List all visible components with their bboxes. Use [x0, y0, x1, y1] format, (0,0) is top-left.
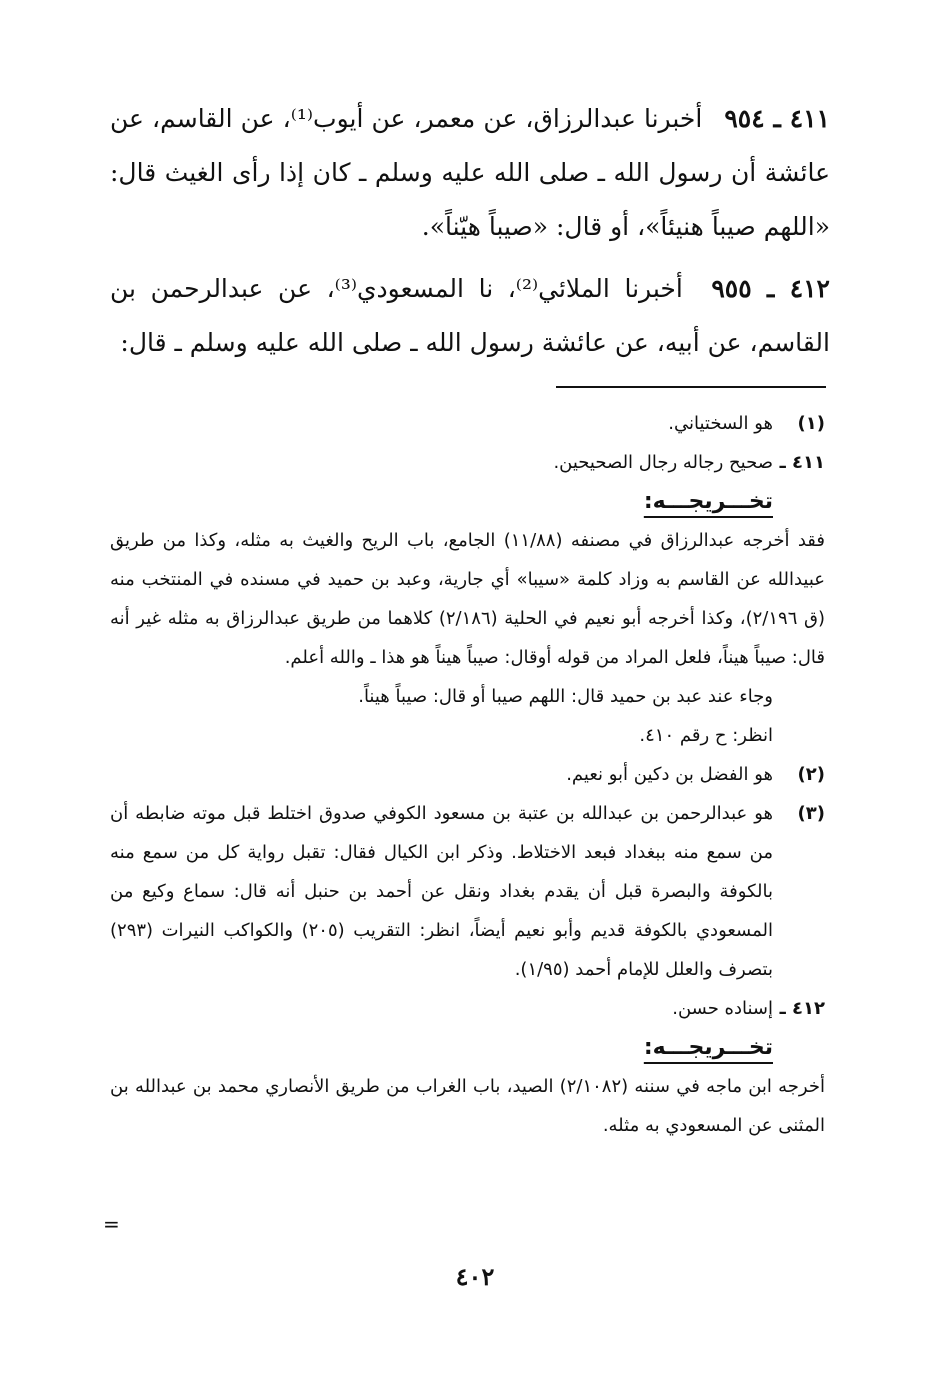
hadith-412	[110, 262, 830, 370]
footnote-separator	[556, 386, 826, 388]
takhrij-text: وجاء عند عبد بن حميد قال: اللهم صيبا أو قال: صيباً هيناً.	[358, 686, 773, 707]
grading-label: ٤١٢ ـ	[779, 998, 825, 1019]
hadith-text: أخبرنا عبدالرزاق، عن معمر، عن أيوب⁽¹⁾، عن القاسم، عن عائشة أن رسول الله ـ صلى الله عليه وسلم ـ كان إذا رأى الغيث قال: «اللهم صيباً هنيئاً»، أو قال: «صيباً هيّناً».	[110, 104, 830, 241]
footnote-3	[110, 794, 825, 989]
footnotes	[110, 404, 825, 1145]
footnote-text: هو عبدالرحمن بن عبدالله بن عتبة بن مسعود الكوفي صدوق اختلط قبل موته ضابطه أن من سمع منه ببغداد فبعد الاختلاط. وذكر ابن الكيال فقال: تقبل رواية كل من سمع منه بالكوفة والبصرة قبل أن يقدم بغداد ونقل عن أحمد بن حنبل أنه قال: سماع وكيع من المسعودي بالكوفة قديم وأبو نعيم أيضاً، انظر: التقريب (٢٠٥) والكواكب النيرات (٢٩٣) بتصرف والعلل للإمام أحمد (١/٩٥).	[110, 803, 773, 980]
takhrij-heading: تخـــريجـــه:	[643, 1035, 773, 1060]
takhrij-heading: تخـــريجـــه:	[643, 489, 773, 514]
footnote-label: (٢)	[797, 764, 825, 785]
hadith-number: ٤١٢ ـ ٩٥٥	[711, 274, 830, 303]
hadith-number: ٤١١ ـ ٩٥٤	[724, 104, 830, 133]
cross-reference: انظر: ح رقم ٤١٠.	[639, 725, 773, 746]
footnote-text: هو السختياني.	[668, 413, 773, 434]
footnote-label: (١)	[797, 413, 825, 434]
hadith-411	[110, 92, 830, 254]
takhrij-text: أخرجه ابن ماجه في سننه (٢/١٠٨٢) الصيد، باب الغراب من طريق الأنصاري محمد بن عبدالله بن المثنى عن المسعودي به مثله.	[110, 1076, 825, 1136]
hadith-text: أخبرنا الملائي⁽²⁾، نا المسعودي⁽³⁾، عن عبدالرحمن بن القاسم، عن أبيه، عن عائشة رسول الله ـ صلى الله عليه وسلم ـ قال:	[110, 274, 830, 357]
grading-412	[110, 989, 825, 1028]
footnote-1	[110, 404, 825, 443]
takhrij-text: فقد أخرجه عبدالرزاق في مصنفه (١١/٨٨) الجامع، باب الريح والغيث به مثله، وكذا من طريق عبيدالله عن القاسم به وزاد كلمة «سيبا» أي جارية، وعبد بن حميد في مسنده في المنتخب منه (ق ٢/١٩٦)، وكذا أخرجه أبو نعيم في الحلية (٢/١٨٦) كلاهما من طريق عبدالرزاق به مثله غير أنه قال: صيباً هيناً، فلعل المراد من قوله أوقال: صيباً هيناً هو هذا ـ والله أعلم.	[110, 530, 825, 668]
grading-411	[110, 443, 825, 482]
page-number: ٤٠٢	[455, 1262, 495, 1291]
footnote-text: هو الفضل بن دكين أبو نعيم.	[566, 764, 773, 785]
footnote-2	[110, 755, 825, 794]
main-text	[110, 92, 830, 378]
grading-text: إسناده حسن.	[672, 998, 773, 1019]
grading-text: صحيح رجاله رجال الصحيحين.	[553, 452, 773, 473]
continuation-marker: =	[103, 1212, 120, 1236]
footnote-label: (٣)	[797, 803, 825, 824]
grading-label: ٤١١ ـ	[779, 452, 825, 473]
